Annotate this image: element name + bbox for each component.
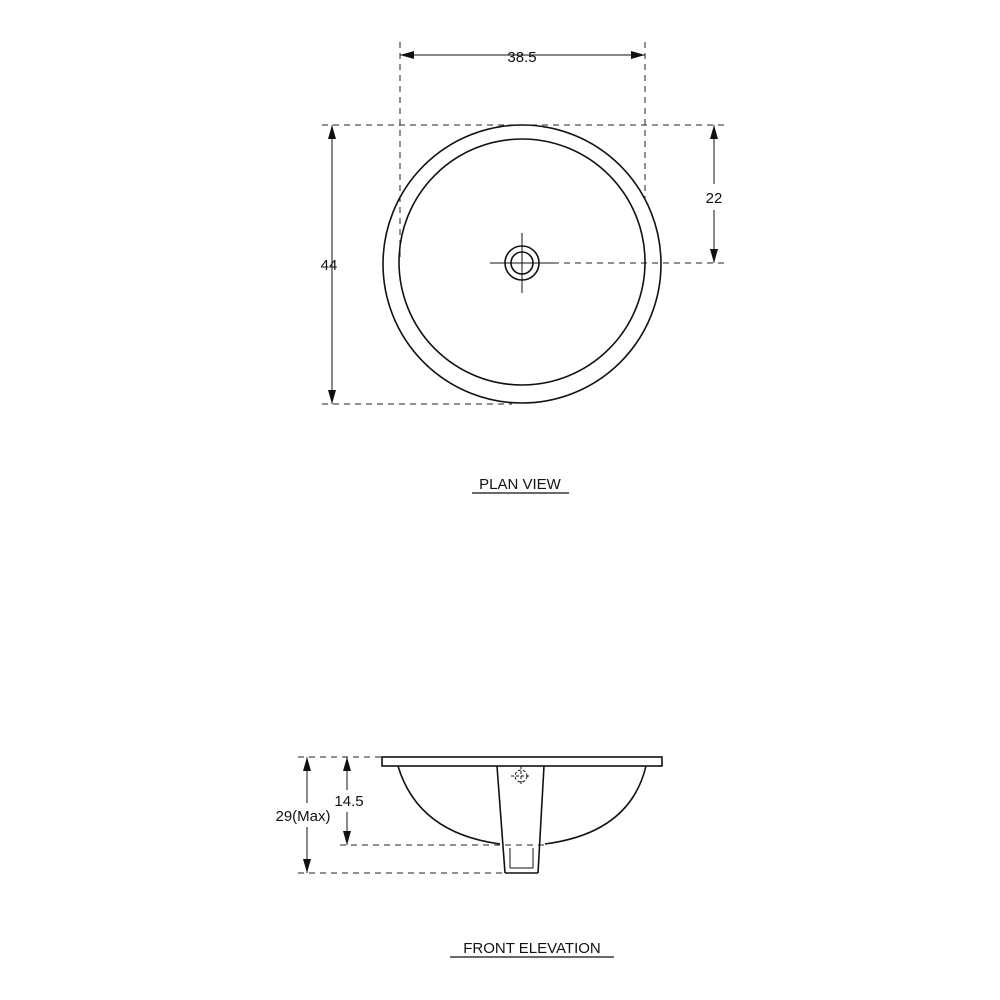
dim-height-label: 44 xyxy=(320,257,338,274)
plan-view xyxy=(321,42,730,493)
dim-depth-max-label: 29(Max) xyxy=(275,808,331,825)
plan-view-title: PLAN VIEW xyxy=(479,476,561,493)
dimension-width xyxy=(400,49,645,66)
dimension-bowl-depth xyxy=(334,757,368,845)
basin-rim-slab xyxy=(382,757,662,766)
dimension-drain-offset xyxy=(700,125,730,263)
overflow-icon xyxy=(511,766,531,786)
dim-drain-offset-label: 22 xyxy=(705,190,723,207)
front-elevation xyxy=(270,757,662,957)
basin-bowl-profile-right xyxy=(545,766,646,844)
basin-bowl-profile xyxy=(398,766,500,844)
dim-bowl-depth-label: 14.5 xyxy=(334,793,364,810)
drain-icon xyxy=(490,233,554,293)
dimension-height xyxy=(321,125,338,404)
front-elevation-title: FRONT ELEVATION xyxy=(463,940,601,957)
dim-width-label: 38.5 xyxy=(507,49,537,66)
dimension-depth-max xyxy=(270,757,336,873)
